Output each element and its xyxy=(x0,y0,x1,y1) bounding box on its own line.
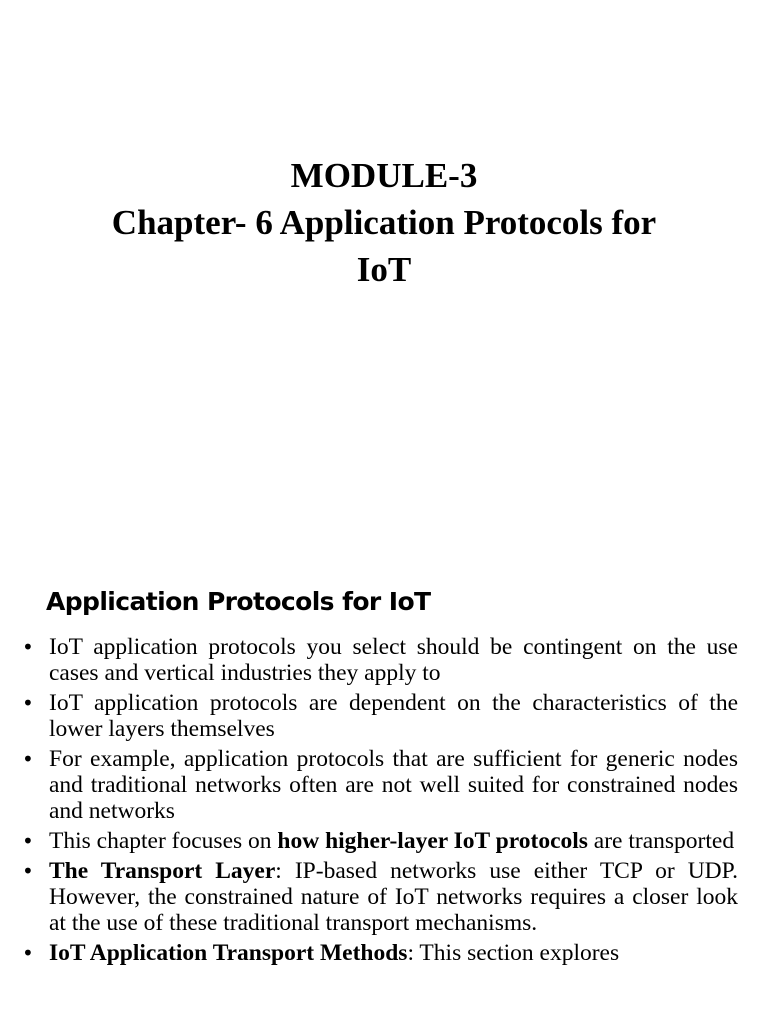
bullet-item xyxy=(0,634,768,686)
bullet-item xyxy=(0,940,768,966)
bullet-text: are transported xyxy=(587,828,735,854)
bullet-text: IoT application protocols you select should be contingent on the use cases and vertical industries they apply to xyxy=(49,634,738,686)
bullet-icon: • xyxy=(22,635,34,659)
bullet-bold-text: IoT Application Transport Methods xyxy=(49,940,408,966)
bullet-icon: • xyxy=(22,691,34,715)
bullet-icon: • xyxy=(22,829,34,853)
bullet-text: : IP-based networks use either TCP or UDP. However, the constrained nature of IoT networks requires a closer look at the use of these traditional transport mechanisms. xyxy=(49,858,738,936)
slide-title xyxy=(0,152,768,293)
bullet-icon: • xyxy=(22,941,34,965)
bullet-text: This chapter focuses on xyxy=(49,828,278,854)
section-heading: Application Protocols for IoT xyxy=(46,587,431,616)
chapter-title-line-1: Chapter- 6 Application Protocols for xyxy=(111,203,657,242)
bullet-item xyxy=(0,858,768,936)
bullet-item xyxy=(0,746,768,824)
bullet-item xyxy=(0,828,768,854)
bullet-list xyxy=(0,634,768,970)
bullet-text: IoT application protocols are dependent on the characteristics of the lower layers themselves xyxy=(49,690,738,742)
bullet-bold-text: how higher-layer IoT protocols xyxy=(277,828,588,854)
bullet-text: For example, application protocols that are sufficient for generic nodes and traditional networks often are not well suited for constrained nodes and networks xyxy=(49,746,738,824)
bullet-item xyxy=(0,690,768,742)
bullet-bold-text: The Transport Layer xyxy=(49,858,276,884)
bullet-text: : This section explores xyxy=(407,940,620,966)
module-title: MODULE-3 xyxy=(290,156,478,195)
chapter-title-line-2: IoT xyxy=(356,250,412,289)
bullet-icon: • xyxy=(22,747,34,771)
bullet-icon: • xyxy=(22,859,34,883)
